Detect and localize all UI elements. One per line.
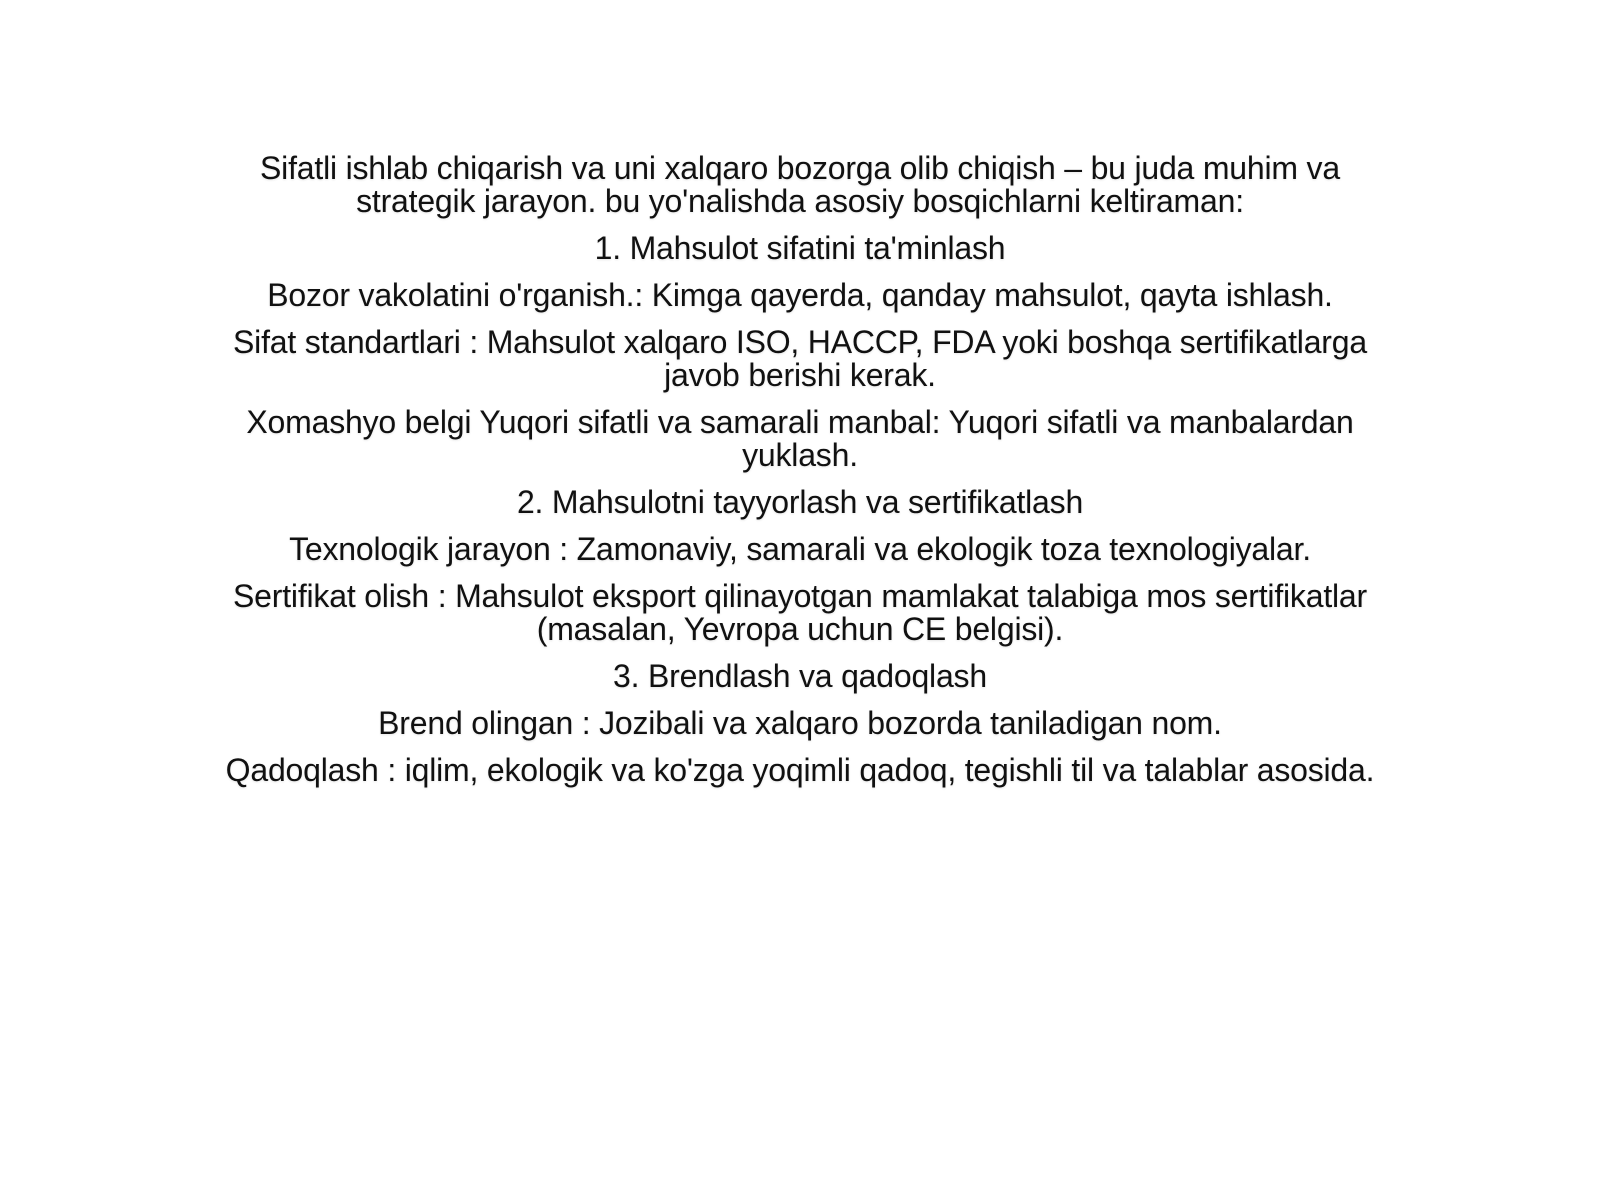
- technology-paragraph: Texnologik jarayon : Zamonaviy, samarali va ekologik toza texnologiyalar.: [289, 531, 1311, 567]
- section-heading-3: 3. Brendlash va qadoqlash: [613, 658, 987, 694]
- packaging-paragraph: Qadoqlash : iqlim, ekologik va ko'zga yoqimli qadoq, tegishli til va talablar asosida.: [225, 752, 1375, 788]
- intro-paragraph: Sifatli ishlab chiqarish va uni xalqaro bozorga olib chiqish – bu juda muhim va strategik jarayon. bu yo'nalishda asosiy bosqichlarni keltiraman:: [260, 150, 1340, 219]
- raw-materials-paragraph: Xomashyo belgi Yuqori sifatli va samarali manbal: Yuqori sifatli va manbalardan yuklash.: [246, 404, 1354, 473]
- text-body: [218, 152, 1382, 801]
- section-heading-2: 2. Mahsulotni tayyorlash va sertifikatlash: [516, 484, 1084, 520]
- section-heading-1: 1. Mahsulot sifatini ta'minlash: [594, 230, 1006, 266]
- brand-paragraph: Brend olingan : Jozibali va xalqaro bozorda taniladigan nom.: [378, 705, 1222, 741]
- market-research-paragraph: Bozor vakolatini o'rganish.: Kimga qayerda, qanday mahsulot, qayta ishlash.: [267, 277, 1333, 313]
- certification-paragraph: Sertifikat olish : Mahsulot eksport qilinayotgan mamlakat talabiga mos sertifikatlar (masalan, Yevropa uchun CE belgisi).: [233, 578, 1367, 647]
- quality-standards-paragraph: Sifat standartlari : Mahsulot xalqaro ISO, HACCP, FDA yoki boshqa sertifikatlarga javob berishi kerak.: [233, 324, 1367, 393]
